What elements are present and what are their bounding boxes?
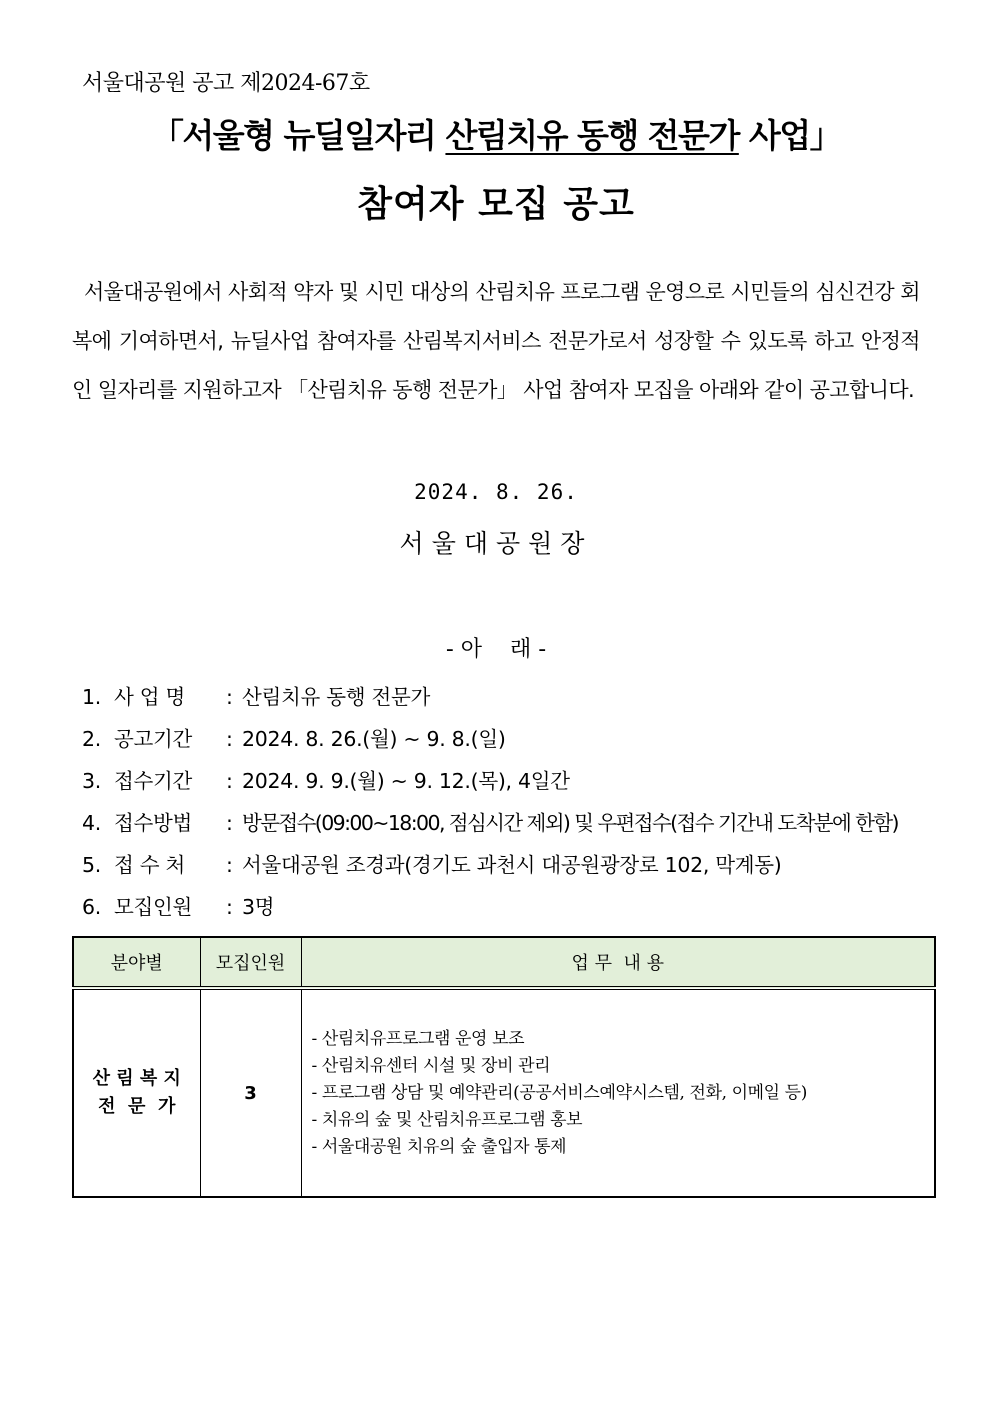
item-value: 산림치유 동행 전문가 xyxy=(242,685,430,709)
cell-duties xyxy=(301,988,935,1197)
list-item-project-name xyxy=(82,676,898,718)
item-number: 4. xyxy=(82,811,101,835)
duty-item: - 산림치유센터 시설 및 장비 관리 xyxy=(311,1055,551,1076)
header-duties-label: 업 무 내 용 xyxy=(571,953,664,974)
table-header-row xyxy=(73,937,935,988)
header-field: 분야별 xyxy=(73,937,200,988)
item-value: 3명 xyxy=(242,895,275,919)
notice-date: 2024. 8. 26. xyxy=(414,480,578,504)
document-title xyxy=(0,110,992,157)
duty-item: - 산림치유프로그램 운영 보조 xyxy=(311,1028,525,1049)
item-value: 2024. 8. 26.(월) ~ 9. 8.(일) xyxy=(242,727,506,751)
item-number: 2. xyxy=(82,727,101,751)
item-colon: : xyxy=(226,811,233,835)
recruitment-table-wrap xyxy=(72,936,934,1198)
list-item-application-method xyxy=(82,802,898,844)
duty-item: - 치유의 숲 및 산림치유프로그램 홍보 xyxy=(311,1109,583,1130)
cell-field xyxy=(73,988,200,1197)
notice-number: 서울대공원 공고 제2024-67호 xyxy=(82,71,370,96)
recruitment-table xyxy=(72,936,936,1198)
item-number: 1. xyxy=(82,685,101,709)
field-line2: 전 문 가 xyxy=(98,1096,176,1117)
item-value: 서울대공원 조경과(경기도 과천시 대공원광장로 102, 막계동) xyxy=(242,853,782,877)
item-label: 접수기간 xyxy=(114,769,193,793)
list-item-notice-period xyxy=(82,718,898,760)
document-subtitle: 참여자 모집 공고 xyxy=(357,184,635,225)
item-label: 모집인원 xyxy=(114,895,193,919)
intro-paragraph: 서울대공원에서 사회적 약자 및 시민 대상의 산림치유 프로그램 운영으로 시민들의 심신건강 회복에 기여하면서, 뉴딜사업 참여자를 산림복지서비스 전문가로서 성장할 수 있도록 하고 안정적인 일자리를 지원하고자 「산림치유 동행 전문가」 사업 참여자 모집을 아래와 같이 공고합니다. xyxy=(72,280,920,402)
item-label: 공고기간 xyxy=(114,727,193,751)
list-item-recruit-count xyxy=(82,886,898,928)
list-item-application-period xyxy=(82,760,898,802)
duty-item: - 프로그램 상담 및 예약관리(공공서비스예약시스템, 전화, 이메일 등) xyxy=(311,1082,807,1103)
table-row xyxy=(73,988,935,1197)
details-list xyxy=(82,676,898,928)
item-colon: : xyxy=(226,895,233,919)
item-colon: : xyxy=(226,685,233,709)
item-colon: : xyxy=(226,769,233,793)
title-suffix: 사업」 xyxy=(738,116,842,155)
header-duties xyxy=(301,937,935,988)
item-number: 3. xyxy=(82,769,101,793)
title-prefix: 「서울형 뉴딜일자리 xyxy=(150,116,446,155)
item-label: 사 업 명 xyxy=(114,685,185,709)
item-label: 접수방법 xyxy=(114,811,193,835)
item-value: 2024. 9. 9.(월) ~ 9. 12.(목), 4일간 xyxy=(242,769,570,793)
signer: 서울대공원장 xyxy=(399,529,593,558)
title-underlined: 산림치유 동행 전문가 xyxy=(445,116,739,155)
list-item-application-place xyxy=(82,844,898,886)
duty-item: - 서울대공원 치유의 숲 출입자 통제 xyxy=(311,1136,567,1157)
item-colon: : xyxy=(226,853,233,877)
cell-count: 3 xyxy=(200,988,301,1197)
item-label: 접 수 처 xyxy=(114,853,185,877)
field-line1: 산 림 복 지 xyxy=(92,1068,181,1089)
header-count: 모집인원 xyxy=(200,937,301,988)
section-heading: - 아 래 - xyxy=(445,637,547,662)
item-value: 방문접수(09:00~18:00, 점심시간 제외) 및 우편접수(접수 기간내 도착분에 한함) xyxy=(242,811,898,835)
item-number: 6. xyxy=(82,895,101,919)
item-colon: : xyxy=(226,727,233,751)
item-number: 5. xyxy=(82,853,101,877)
